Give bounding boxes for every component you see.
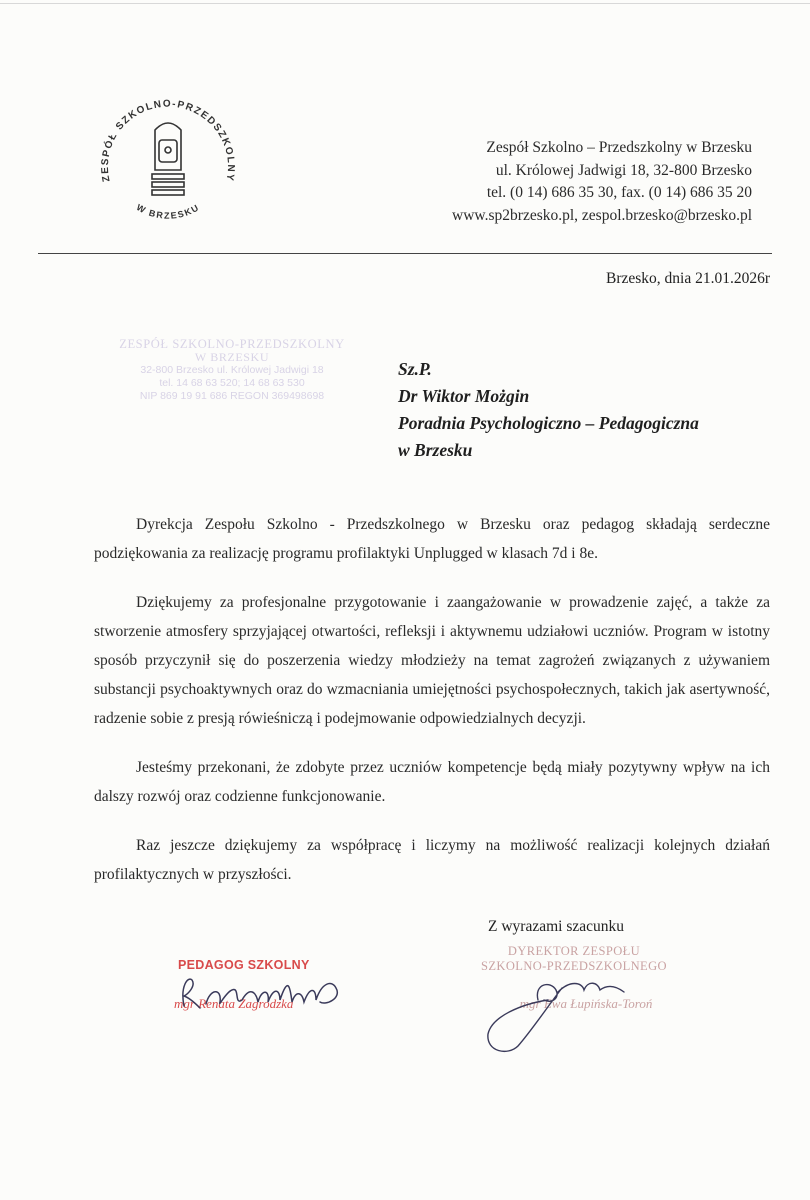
- body-paragraph-4: Raz jeszcze dziękujemy za współpracę i liczymy na możliwość realizacji kolejnych działań profilaktycznych w przyszłości.: [94, 837, 770, 883]
- closing-phrase: Z wyrazami szacunku: [488, 918, 624, 935]
- logo-arc-bottom-text: W BRZESKU: [134, 202, 202, 221]
- body-paragraph-3: Jesteśmy przekonani, że zdobyte przez uczniów kompetencje będą miały pozytywny wpływ na ich dalszy rozwój oraz codzienne funkcjonowanie.: [94, 759, 770, 805]
- director-stamp-line2: SZKOLNO-PRZEDSZKOLNEGO: [481, 959, 667, 973]
- body-paragraph-2: Dziękujemy za profesjonalne przygotowanie i zaangażowanie w prowadzenie zajęć, a także za stworzenie atmosfery sprzyjającej otwartości, refleksji i aktywnemu udziałowi uczniów. Program w istotny sposób przyczynił się do poszerzenia wiedzy młodzieży na temat zagrożeń związanych z używaniem substancji psychoaktywnych oraz do wzmacniania umiejętności psychospołecznych, takich jak asertywność, radzenie sobie z presją rówieśniczą i podejmowanie odpowiedzialnych decyzji.: [94, 594, 770, 727]
- school-address: ul. Królowej Jadwigi 18, 32-800 Brzesko: [495, 161, 752, 179]
- director-signature: [478, 970, 648, 1060]
- pedagog-stamp-name: mgr Renata Zagrodzka: [174, 996, 294, 1011]
- recipient-city: w Brzesku: [398, 440, 473, 460]
- school-stamp-line2: W BRZESKU: [194, 350, 270, 364]
- school-stamp: [112, 338, 352, 403]
- svg-text:W BRZESKU: [135, 202, 202, 221]
- school-stamp-line1: ZESPÓŁ SZKOLNO-PRZEDSZKOLNY: [119, 337, 345, 351]
- school-name: Zespół Szkolno – Przedszkolny w Brzesku: [486, 139, 752, 156]
- letter-date: Brzesko, dnia 21.01.2026r: [605, 270, 770, 287]
- letter-body: [94, 510, 770, 909]
- recipient-salutation: Sz.P.: [398, 359, 432, 379]
- recipient-name: Dr Wiktor Możgin: [398, 386, 530, 406]
- school-stamp-line3: 32-800 Brzesko ul. Królowej Jadwigi 18: [140, 364, 324, 376]
- top-edge-line: [0, 3, 810, 4]
- director-stamp-line1: DYREKTOR ZESPOŁU: [507, 944, 641, 958]
- school-phone: tel. (0 14) 686 35 30, fax. (0 14) 686 35 20: [486, 184, 752, 201]
- school-stamp-line5: NIP 869 19 91 686 REGON 369498698: [139, 390, 325, 402]
- school-header: [452, 137, 752, 227]
- school-stamp-line4: tel. 14 68 63 520; 14 68 63 530: [159, 377, 305, 389]
- lantern-icon: [152, 123, 184, 195]
- pedagog-signature: [170, 966, 370, 1016]
- pedagog-stamp-title: PEDAGOG SZKOLNY: [178, 958, 310, 972]
- school-web-email: www.sp2brzesko.pl, zespol.brzesko@brzesko.pl: [452, 206, 752, 224]
- recipient-block: [398, 356, 699, 464]
- header-divider: [38, 253, 772, 254]
- recipient-institution: Poradnia Psychologiczno – Pedagogiczna: [398, 413, 699, 433]
- body-paragraph-1: Dyrekcja Zespołu Szkolno - Przedszkolnego w Brzesku oraz pedagog składają serdeczne podziękowania za realizację programu profilaktyki Unplugged w klasach 7d i 8e.: [94, 516, 770, 562]
- logo-arc-top-text: ZESPÓŁ SZKOLNO-PRZEDSZKOLNY: [99, 98, 237, 183]
- director-stamp-name: mgr Ewa Łupińska-Toroń: [519, 996, 653, 1011]
- school-logo: [88, 78, 248, 238]
